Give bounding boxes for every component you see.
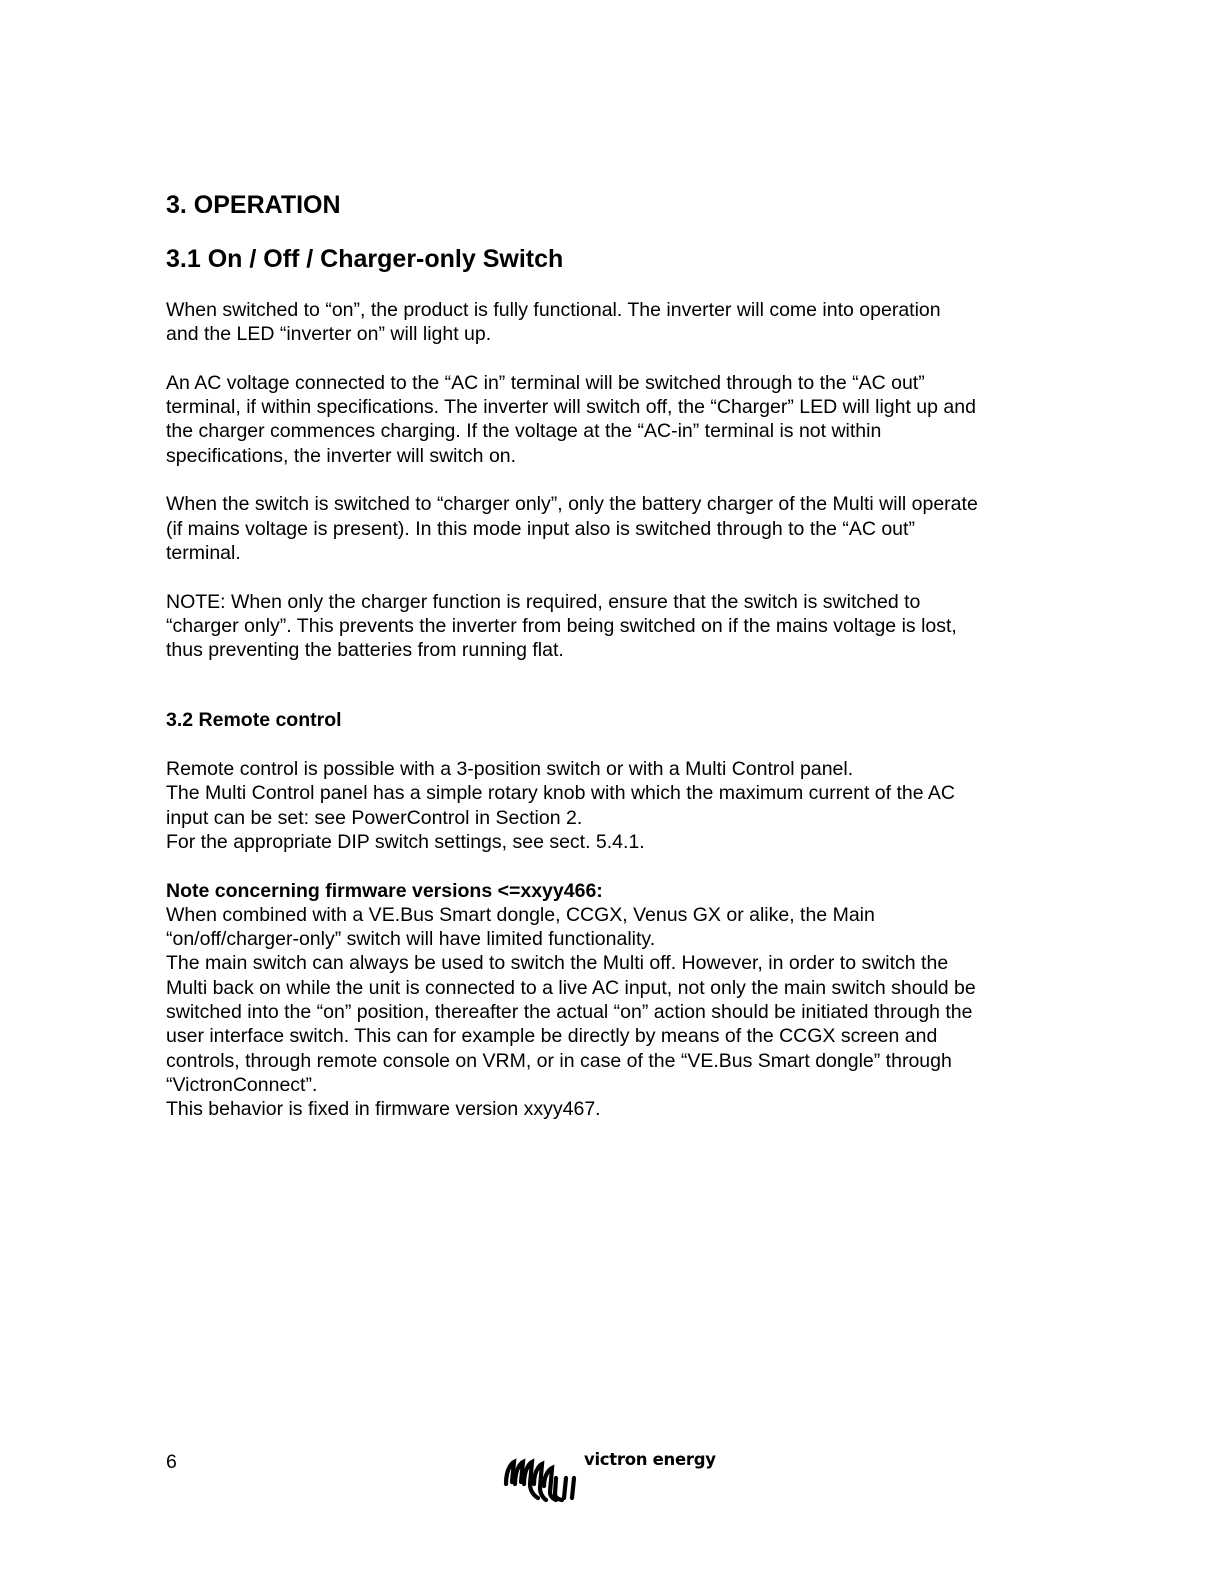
paragraph-on-mode — [166, 298, 1056, 347]
victron-coil-logo-icon — [500, 1454, 580, 1504]
text-line: and the LED “inverter on” will light up. — [166, 323, 492, 346]
text-line: “VictronConnect”. — [166, 1073, 318, 1096]
text-line: This behavior is fixed in firmware version xxyy467. — [166, 1098, 601, 1121]
text-line: “charger only”. This prevents the inverter from being switched on if the mains voltage is lost, — [166, 614, 957, 637]
text-line: terminal. — [166, 541, 241, 564]
text-line: An AC voltage connected to the “AC in” terminal will be switched through to the “AC out” — [166, 371, 925, 394]
text-line: (if mains voltage is present). In this mode input also is switched through to the “AC out” — [166, 517, 915, 540]
text-line: controls, through remote console on VRM, or in case of the “VE.Bus Smart dongle” through — [166, 1049, 952, 1072]
text-line: “on/off/charger-only” switch will have limited functionality. — [166, 928, 656, 951]
text-line: For the appropriate DIP switch settings, see sect. 5.4.1. — [166, 830, 645, 853]
text-line: the charger commences charging. If the voltage at the “AC-in” terminal is not within — [166, 420, 882, 443]
paragraph-ac-voltage — [166, 371, 1056, 468]
text-line: input can be set: see PowerControl in Section 2. — [166, 806, 583, 829]
page-number: 6 — [166, 1451, 177, 1473]
text-line: Multi back on while the unit is connected to a live AC input, not only the main switch should be — [166, 976, 976, 999]
text-line: When the switch is switched to “charger only”, only the battery charger of the Multi will operate — [166, 493, 978, 516]
text-line: specifications, the inverter will switch on. — [166, 444, 517, 467]
brand-logo — [500, 1448, 716, 1506]
paragraph-remote-control — [166, 757, 1056, 854]
text-line: thus preventing the batteries from running flat. — [166, 639, 564, 662]
text-line: Remote control is possible with a 3-position switch or with a Multi Control panel. — [166, 758, 854, 781]
text-line: When switched to “on”, the product is fully functional. The inverter will come into operation — [166, 299, 941, 321]
paragraph-note — [166, 590, 1056, 663]
text-line: The Multi Control panel has a simple rotary knob with which the maximum current of the AC — [166, 782, 956, 805]
section-title: 3. OPERATION — [166, 191, 341, 219]
text-line: The main switch can always be used to switch the Multi off. However, in order to switch the — [166, 952, 949, 975]
subsection-title-switch: 3.1 On / Off / Charger-only Switch — [166, 245, 564, 273]
text-line: When combined with a VE.Bus Smart dongle, CCGX, Venus GX or alike, the Main — [166, 903, 875, 926]
text-line: NOTE: When only the charger function is required, ensure that the switch is switched to — [166, 590, 921, 613]
subsection-title-remote: 3.2 Remote control — [166, 709, 342, 732]
paragraph-firmware-note — [166, 879, 1056, 1122]
text-line: user interface switch. This can for example be directly by means of the CCGX screen and — [166, 1025, 938, 1048]
document-page — [166, 188, 1056, 1146]
text-line: switched into the “on” position, thereafter the actual “on” action should be initiated through the — [166, 1001, 973, 1024]
paragraph-charger-only — [166, 492, 1056, 565]
firmware-note-title: Note concerning firmware versions <=xxyy466: — [166, 879, 603, 902]
text-line: terminal, if within specifications. The inverter will switch off, the “Charger” LED will light up and — [166, 396, 976, 419]
brand-name: victron energy — [584, 1450, 716, 1469]
